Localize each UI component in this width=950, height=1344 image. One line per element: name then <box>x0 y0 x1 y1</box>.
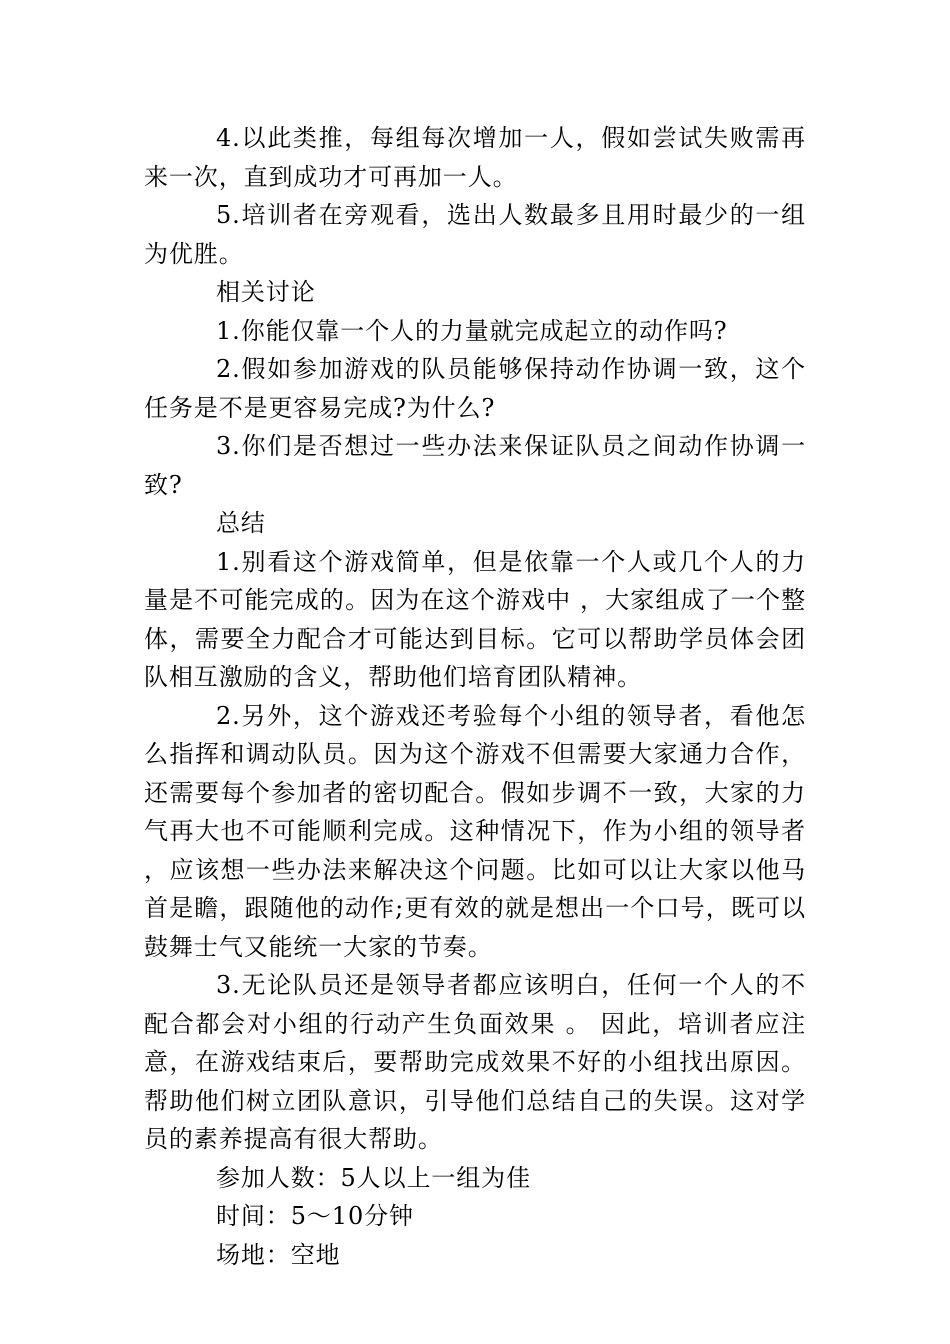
discussion-question-2: 2.假如参加游戏的队员能够保持动作协调一致，这个任务是不是更容易完成?为什么? <box>144 355 806 422</box>
section-heading-discussion: 相关讨论 <box>216 278 316 306</box>
paragraph-step-5: 5.培训者在旁观看，选出人数最多且用时最少的一组为优胜。 <box>144 201 806 268</box>
section-heading-summary: 总结 <box>216 509 266 537</box>
summary-point-2: 2.另外，这个游戏还考验每个小组的领导者，看他怎么指挥和调动队员。因为这个游戏不但需要大家通力合作，还需要每个参加者的密切配合。假如步调不一致，大家的力气再大也不可能顺利完成。这种情况下，作为小组的领导者，应该想一些办法来解决这个问题。比如可以让大家以他马首是瞻，跟随他的动作;更有效的就是想出一个口号，既可以鼓舞士气又能统一大家的节奏。 <box>144 701 806 961</box>
info-time: 时间：5～10分钟 <box>216 1202 414 1230</box>
summary-point-1: 1.别看这个游戏简单，但是依靠一个人或几个人的力量是不可能完成的。因为在这个游戏中 ，大家组成了一个整体，需要全力配合才可能达到目标。它可以帮助学员体会团队相互激励的含义，帮助他们培育团队精神。 <box>144 547 806 691</box>
info-venue: 场地：空地 <box>216 1240 341 1269</box>
info-participants: 参加人数：5人以上一组为佳 <box>216 1163 531 1192</box>
discussion-question-3: 3.你们是否想过一些办法来保证队员之间动作协调一致? <box>144 432 806 499</box>
summary-point-3: 3.无论队员还是领导者都应该明白，任何一个人的不配合都会对小组的行动产生负面效果 。 因此，培训者应注意，在游戏结束后，要帮助完成效果不好的小组找出原因。帮助他们树立团队意识，引导他们总结自己的失误。这对学员的素养提高有很大帮助。 <box>144 971 806 1153</box>
discussion-question-1: 1.你能仅靠一个人的力量就完成起立的动作吗? <box>216 316 728 345</box>
document-body <box>144 119 806 1274</box>
paragraph-step-4: 4.以此类推，每组每次增加一人，假如尝试失败需再来一次，直到成功才可再加一人。 <box>144 124 806 191</box>
